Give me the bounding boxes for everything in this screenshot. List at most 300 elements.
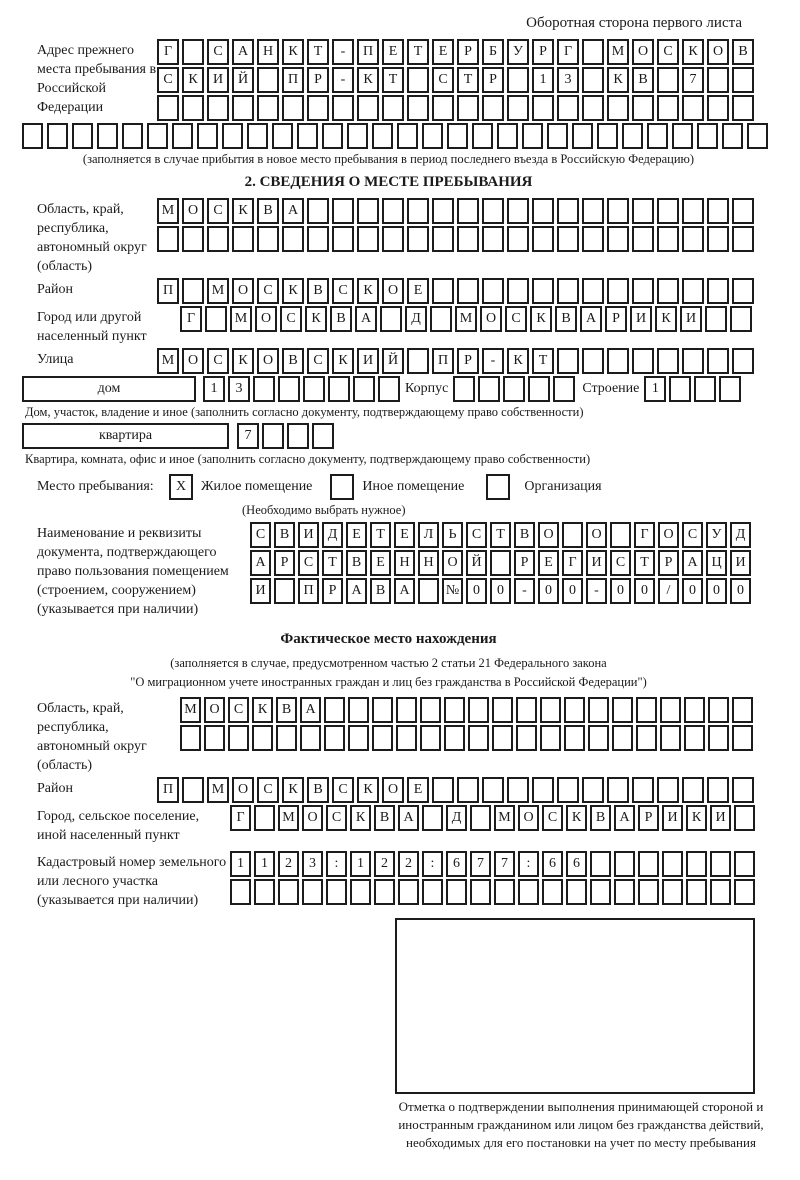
char-cell [382, 226, 404, 252]
char-cell [507, 278, 529, 304]
char-cell [407, 198, 429, 224]
char-cell [278, 879, 299, 905]
char-cell [254, 879, 275, 905]
char-cell: Й [466, 550, 487, 576]
char-cell: К [252, 697, 273, 723]
char-cell [582, 67, 604, 93]
char-cell: 1 [350, 851, 371, 877]
char-cell [647, 123, 668, 149]
char-cell [669, 376, 691, 402]
char-cell [590, 851, 611, 877]
char-cell: - [482, 348, 504, 374]
char-cell: Р [638, 805, 659, 831]
document-row [37, 522, 800, 619]
char-cell: К [655, 306, 677, 332]
char-cell [447, 123, 468, 149]
char-cell [262, 423, 284, 449]
char-cell [557, 278, 579, 304]
char-cell: П [282, 67, 304, 93]
char-cell [657, 198, 679, 224]
char-cell [597, 123, 618, 149]
char-cell [542, 879, 563, 905]
char-cell [632, 348, 654, 374]
char-cell: Б [482, 39, 504, 65]
char-cell: О [480, 306, 502, 332]
char-cell: О [632, 39, 654, 65]
char-cell [180, 725, 201, 751]
actual-location-caption-1: (заполняется в случае, предусмотренном частью 2 статьи 21 Федерального закона [170, 656, 607, 670]
actual-city-label: Город, сельское поселение, иной населенный пункт [37, 809, 200, 843]
char-cell: О [302, 805, 323, 831]
char-cell [122, 123, 143, 149]
char-cell: 3 [228, 376, 250, 402]
char-cell [276, 725, 297, 751]
char-cell [657, 95, 679, 121]
char-cell [348, 697, 369, 723]
char-cell [453, 376, 475, 402]
char-grid-row [22, 123, 772, 149]
char-cell [232, 95, 254, 121]
char-cell: К [357, 777, 379, 803]
char-cell: И [662, 805, 683, 831]
char-cell [682, 777, 704, 803]
char-cell: Р [457, 39, 479, 65]
char-cell: - [586, 578, 607, 604]
char-cell [507, 226, 529, 252]
region-row [37, 198, 800, 276]
char-cell [682, 95, 704, 121]
char-cell [532, 198, 554, 224]
cadastre-label: Кадастровый номер земельного или лесного участка (указывается при наличии) [37, 855, 227, 908]
checkbox-residential: X [169, 474, 193, 500]
char-cell [482, 226, 504, 252]
street-row [37, 348, 800, 374]
char-cell: В [330, 306, 352, 332]
char-grid-row [250, 578, 754, 604]
char-cell [457, 777, 479, 803]
char-cell: 2 [374, 851, 395, 877]
char-cell [507, 777, 529, 803]
char-cell: 1 [230, 851, 251, 877]
char-cell [482, 278, 504, 304]
char-cell: С [280, 306, 302, 332]
char-grid-row [157, 67, 757, 93]
char-cell [607, 777, 629, 803]
char-cell [228, 725, 249, 751]
char-cell: 7 [494, 851, 515, 877]
char-cell [522, 123, 543, 149]
cadastre-row [37, 851, 800, 910]
actual-district-row [37, 777, 800, 803]
char-cell [612, 697, 633, 723]
region-label: Область, край, республика, автономный округ (область) [37, 202, 147, 274]
char-cell [588, 697, 609, 723]
korpus-grid [453, 376, 578, 402]
char-cell [380, 306, 402, 332]
char-cell: О [382, 777, 404, 803]
char-cell [732, 725, 753, 751]
char-cell [564, 725, 585, 751]
char-cell: М [157, 348, 179, 374]
char-cell: С [326, 805, 347, 831]
char-cell: Н [394, 550, 415, 576]
char-cell [660, 725, 681, 751]
char-cell [657, 226, 679, 252]
char-cell: И [357, 348, 379, 374]
char-cell [632, 278, 654, 304]
char-cell: 0 [562, 578, 583, 604]
char-cell [682, 198, 704, 224]
char-cell [207, 95, 229, 121]
char-cell: Ь [442, 522, 463, 548]
char-cell: К [282, 278, 304, 304]
char-cell: С [257, 278, 279, 304]
char-cell: А [398, 805, 419, 831]
char-cell [278, 376, 300, 402]
char-cell: В [374, 805, 395, 831]
char-cell [182, 95, 204, 121]
char-cell [257, 95, 279, 121]
char-cell: К [607, 67, 629, 93]
char-cell: 1 [254, 851, 275, 877]
char-grid-row [250, 550, 754, 576]
char-cell [230, 879, 251, 905]
char-cell: Й [382, 348, 404, 374]
char-cell [482, 198, 504, 224]
char-cell [272, 123, 293, 149]
section2-header: 2. СВЕДЕНИЯ О МЕСТЕ ПРЕБЫВАНИЯ [244, 174, 533, 190]
char-cell: С [432, 67, 454, 93]
char-cell [257, 226, 279, 252]
char-cell [472, 123, 493, 149]
previous-address-overflow-row [22, 123, 800, 149]
char-cell: В [370, 578, 391, 604]
char-cell: Р [532, 39, 554, 65]
char-cell [636, 725, 657, 751]
char-cell [638, 879, 659, 905]
char-cell [398, 879, 419, 905]
char-cell: А [355, 306, 377, 332]
char-cell [732, 697, 753, 723]
char-cell [446, 879, 467, 905]
apartment-caption: Квартира, комната, офис и иное (заполнить согласно документу, подтверждающему право собственности) [25, 452, 591, 466]
char-cell: С [157, 67, 179, 93]
char-cell: 2 [278, 851, 299, 877]
char-cell [732, 777, 754, 803]
char-cell [282, 95, 304, 121]
char-cell [707, 777, 729, 803]
stroenie-grid [644, 376, 744, 402]
char-cell: Г [562, 550, 583, 576]
char-cell [372, 697, 393, 723]
char-cell: В [632, 67, 654, 93]
place-type-row [37, 474, 800, 500]
option-label-organization: Организация [524, 479, 602, 494]
char-cell: С [610, 550, 631, 576]
char-cell [566, 879, 587, 905]
char-cell [657, 348, 679, 374]
actual-region-row [37, 697, 800, 775]
actual-city-row [37, 805, 800, 845]
char-cell: С [228, 697, 249, 723]
char-cell [564, 697, 585, 723]
char-cell [257, 67, 279, 93]
char-cell: А [282, 198, 304, 224]
char-cell [324, 725, 345, 751]
actual-region-grid [180, 697, 756, 751]
char-cell: Н [257, 39, 279, 65]
char-cell: Р [457, 348, 479, 374]
house-number-grid [203, 376, 403, 402]
previous-address-grid [157, 39, 757, 121]
char-cell [732, 278, 754, 304]
char-cell: 0 [610, 578, 631, 604]
char-grid-row [157, 198, 757, 224]
char-cell: О [442, 550, 463, 576]
char-cell [407, 348, 429, 374]
char-cell: Г [557, 39, 579, 65]
char-cell: К [507, 348, 529, 374]
district-label: Район [37, 282, 73, 297]
char-cell: 6 [446, 851, 467, 877]
char-cell [682, 278, 704, 304]
char-cell [470, 805, 491, 831]
char-cell: В [590, 805, 611, 831]
char-cell: О [232, 278, 254, 304]
char-cell [182, 226, 204, 252]
char-cell [622, 123, 643, 149]
option-label-other-premises: Иное помещение [362, 479, 465, 494]
char-cell: Р [307, 67, 329, 93]
char-cell: О [707, 39, 729, 65]
char-cell [232, 226, 254, 252]
char-cell [557, 777, 579, 803]
char-cell: И [298, 522, 319, 548]
char-cell: К [682, 39, 704, 65]
char-cell: 6 [566, 851, 587, 877]
district-row [37, 278, 800, 304]
char-cell: С [542, 805, 563, 831]
char-grid-row [180, 697, 756, 723]
char-cell: И [710, 805, 731, 831]
char-cell [396, 697, 417, 723]
char-cell [632, 226, 654, 252]
apartment-number-grid [237, 423, 337, 449]
cadastre-grid [230, 851, 758, 905]
char-cell [697, 123, 718, 149]
char-cell: О [658, 522, 679, 548]
char-cell [457, 198, 479, 224]
char-cell: К [332, 348, 354, 374]
char-cell [322, 123, 343, 149]
char-grid-row [157, 39, 757, 65]
char-cell: О [382, 278, 404, 304]
char-cell [252, 725, 273, 751]
apartment-type-box: квартира [22, 423, 229, 449]
char-cell: М [207, 777, 229, 803]
char-cell [378, 376, 400, 402]
char-cell: В [307, 777, 329, 803]
char-cell [682, 348, 704, 374]
char-cell [710, 851, 731, 877]
char-cell [518, 879, 539, 905]
char-cell [707, 95, 729, 121]
char-cell [607, 198, 629, 224]
char-cell [247, 123, 268, 149]
char-cell [324, 697, 345, 723]
char-cell [532, 777, 554, 803]
char-cell: С [250, 522, 271, 548]
char-cell: М [230, 306, 252, 332]
street-label: Улица [37, 352, 74, 367]
document-grid [250, 522, 754, 604]
char-cell [662, 879, 683, 905]
char-cell [547, 123, 568, 149]
char-cell [307, 198, 329, 224]
char-cell: Ц [706, 550, 727, 576]
char-cell [97, 123, 118, 149]
char-cell: Т [370, 522, 391, 548]
char-cell [672, 123, 693, 149]
char-cell [507, 67, 529, 93]
char-cell [422, 805, 443, 831]
char-cell: О [204, 697, 225, 723]
char-cell [730, 306, 752, 332]
city-row [37, 306, 800, 346]
char-cell: Р [514, 550, 535, 576]
char-cell [468, 697, 489, 723]
option-label-residential: Жилое помещение [201, 479, 313, 494]
char-cell [182, 39, 204, 65]
char-cell [332, 226, 354, 252]
char-cell: Е [370, 550, 391, 576]
char-cell [532, 95, 554, 121]
char-cell [418, 578, 439, 604]
char-cell: С [298, 550, 319, 576]
char-cell [357, 226, 379, 252]
char-cell [507, 95, 529, 121]
char-cell [532, 278, 554, 304]
char-cell: С [207, 198, 229, 224]
char-cell [348, 725, 369, 751]
char-cell [732, 95, 754, 121]
char-cell: : [326, 851, 347, 877]
char-cell [397, 123, 418, 149]
char-cell [607, 226, 629, 252]
char-cell: М [494, 805, 515, 831]
char-cell: Е [407, 777, 429, 803]
char-cell [422, 123, 443, 149]
char-cell: В [274, 522, 295, 548]
char-grid-row [157, 348, 757, 374]
char-cell: В [732, 39, 754, 65]
char-cell: Т [307, 39, 329, 65]
char-cell: Р [658, 550, 679, 576]
char-grid-row [250, 522, 754, 548]
char-cell: Л [418, 522, 439, 548]
char-cell: - [332, 67, 354, 93]
char-cell [326, 879, 347, 905]
char-cell [478, 376, 500, 402]
char-cell: Е [407, 278, 429, 304]
char-cell [582, 95, 604, 121]
char-cell [207, 226, 229, 252]
char-cell: Т [490, 522, 511, 548]
char-cell [172, 123, 193, 149]
char-cell: Т [634, 550, 655, 576]
char-cell [719, 376, 741, 402]
char-cell [347, 123, 368, 149]
char-cell: Р [274, 550, 295, 576]
char-cell [557, 95, 579, 121]
char-cell: С [332, 278, 354, 304]
char-cell [482, 95, 504, 121]
char-cell: И [250, 578, 271, 604]
char-cell: С [657, 39, 679, 65]
char-cell: П [298, 578, 319, 604]
char-grid-row [180, 725, 756, 751]
char-cell: А [346, 578, 367, 604]
char-cell [407, 67, 429, 93]
char-cell [732, 226, 754, 252]
char-cell: А [682, 550, 703, 576]
char-cell: А [300, 697, 321, 723]
char-cell [582, 39, 604, 65]
char-cell [157, 226, 179, 252]
char-cell [557, 348, 579, 374]
korpus-label: Корпус [405, 381, 449, 396]
char-cell [157, 95, 179, 121]
char-cell: 6 [542, 851, 563, 877]
char-cell [516, 725, 537, 751]
char-cell [632, 777, 654, 803]
char-cell: К [182, 67, 204, 93]
char-cell [732, 198, 754, 224]
char-cell [350, 879, 371, 905]
char-cell [557, 198, 579, 224]
char-cell [372, 725, 393, 751]
char-cell [205, 306, 227, 332]
char-cell: № [442, 578, 463, 604]
char-cell [540, 697, 561, 723]
char-cell: 0 [538, 578, 559, 604]
char-cell: Р [322, 578, 343, 604]
char-cell: Г [230, 805, 251, 831]
char-cell: Т [407, 39, 429, 65]
actual-location-caption-2: "О миграционном учете иностранных граждан и лиц без гражданства в Российской Федерации") [130, 675, 647, 689]
char-cell: О [518, 805, 539, 831]
char-grid-row [157, 95, 757, 121]
char-cell [457, 278, 479, 304]
char-cell: Е [432, 39, 454, 65]
char-cell [686, 879, 707, 905]
char-cell [432, 278, 454, 304]
char-cell [528, 376, 550, 402]
char-cell: С [207, 348, 229, 374]
char-cell: Г [157, 39, 179, 65]
char-grid-row [157, 777, 757, 803]
char-cell [222, 123, 243, 149]
char-cell: К [357, 67, 379, 93]
char-cell: 3 [557, 67, 579, 93]
char-cell: Е [394, 522, 415, 548]
char-cell [422, 879, 443, 905]
char-cell [302, 879, 323, 905]
char-cell [353, 376, 375, 402]
char-cell [507, 198, 529, 224]
char-cell [657, 67, 679, 93]
actual-location-header: Фактическое место нахождения [280, 631, 497, 647]
